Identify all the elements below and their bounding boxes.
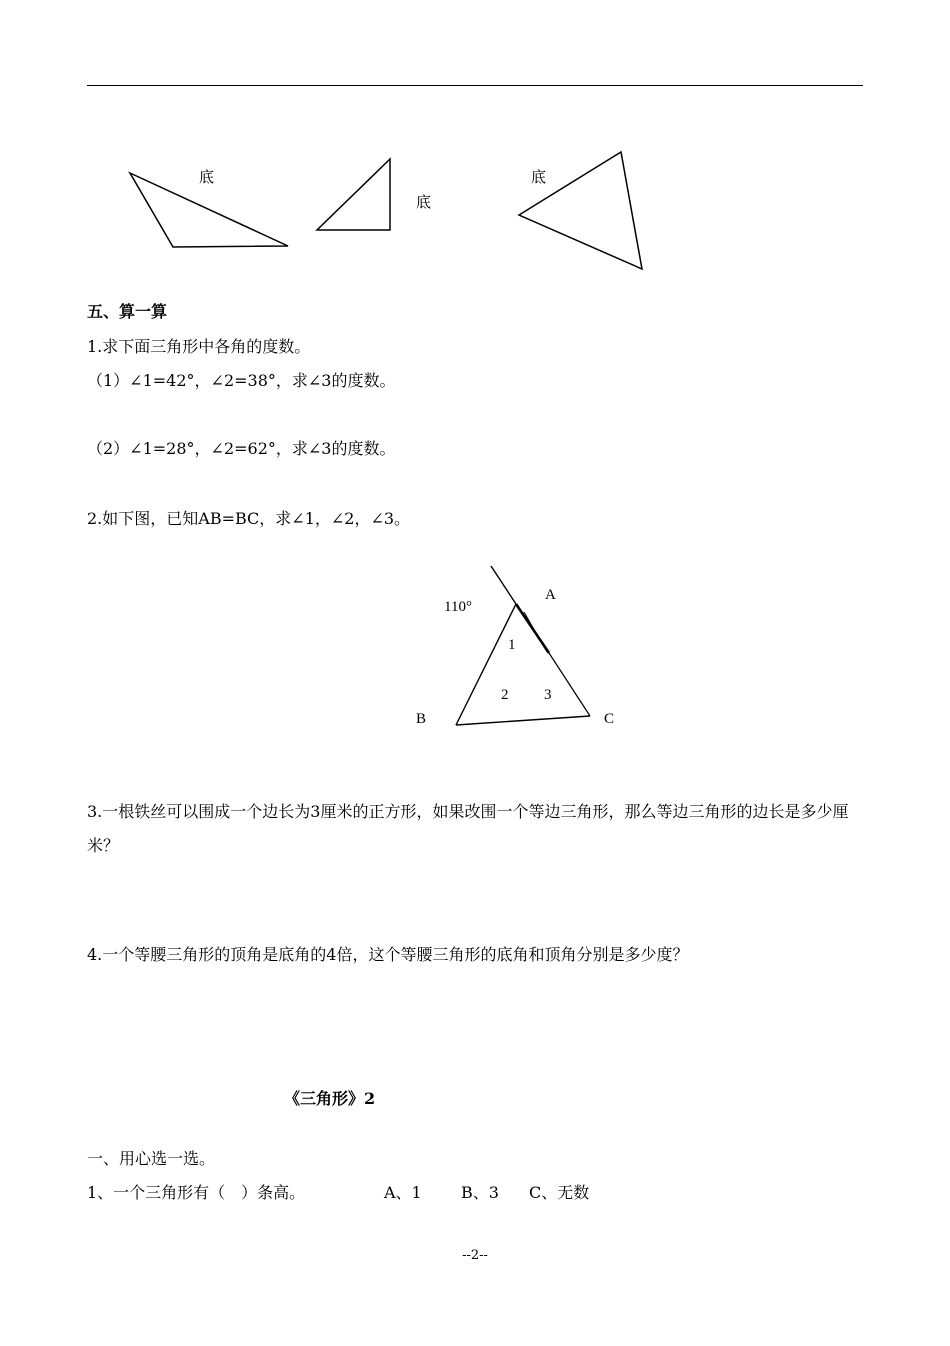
extension-line <box>491 566 516 604</box>
side-ac-lower <box>549 653 590 716</box>
question-3-text: 3.一根铁丝可以围成一个边长为3厘米的正方形，如果改围一个等边三角形，那么等边三角形的边长是多少厘米？ <box>87 802 849 855</box>
side-ab <box>456 604 516 725</box>
angle-1-label: 1 <box>508 637 516 653</box>
side-ac-upper <box>516 604 549 653</box>
page-number: --2-- <box>462 1248 488 1263</box>
triangle-3-base-label: 底 <box>531 168 547 186</box>
question-1-part-2: （2）∠1=28°，∠2=62°，求∠3的度数。 <box>87 439 396 458</box>
exterior-angle-label: 110° <box>444 599 472 615</box>
question-1-part-1: （1）∠1=42°，∠2=38°，求∠3的度数。 <box>87 371 396 390</box>
vertex-a-label: A <box>545 587 556 603</box>
section-5-heading: 五、算一算 <box>87 302 168 321</box>
vertex-c-label: C <box>604 711 615 727</box>
angle-3-label: 3 <box>544 687 552 703</box>
angle-2-label: 2 <box>501 687 509 703</box>
triangle-figure-3 <box>519 152 642 269</box>
part-2-section-1-heading: 一、用心选一选。 <box>87 1149 216 1168</box>
triangle-figure-2 <box>317 159 431 230</box>
triangle-1-base-label: 底 <box>199 168 215 186</box>
option-a: A、1 <box>384 1183 422 1202</box>
triangle-2-base-label: 底 <box>416 193 432 211</box>
option-b: B、3 <box>461 1183 499 1202</box>
inner-cevian <box>524 612 547 652</box>
question-2-prompt: 2.如下图，已知AB=BC，求∠1，∠2，∠3。 <box>87 509 411 528</box>
question-4-text: 4.一个等腰三角形的顶角是底角的4倍，这个等腰三角形的底角和顶角分别是多少度？ <box>87 945 689 964</box>
part-2-title: 《三角形》2 <box>284 1089 376 1108</box>
part-2-question-1: 1、一个三角形有（ ）条高。 <box>87 1183 306 1202</box>
question-1-prompt: 1.求下面三角形中各角的度数。 <box>87 337 311 356</box>
triangle-figure-1 <box>130 168 288 247</box>
side-bc <box>456 716 590 725</box>
vertex-b-label: B <box>416 711 427 727</box>
triangle-abc-figure <box>416 566 614 727</box>
option-c: C、无数 <box>529 1183 590 1202</box>
